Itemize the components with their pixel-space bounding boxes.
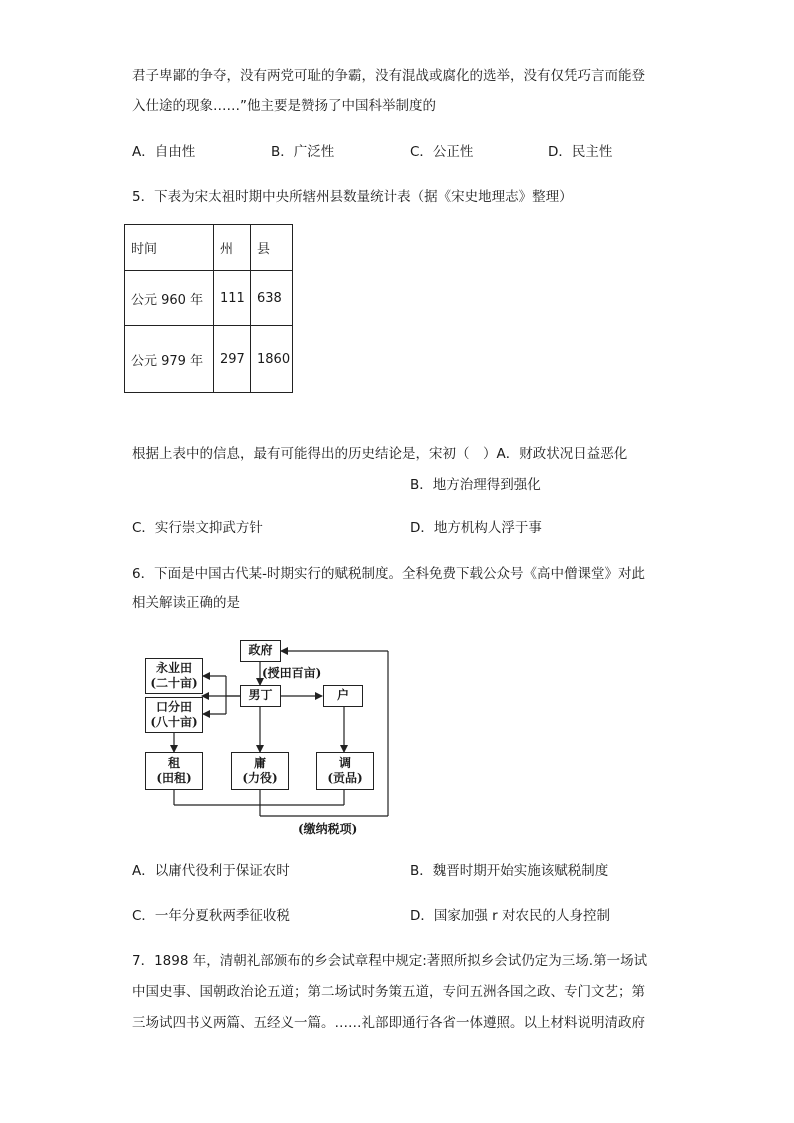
zu-box	[145, 752, 203, 790]
yong-label: 庸	[253, 756, 266, 770]
q5-option-c: C．实行崇文抑武方针	[132, 520, 263, 536]
table-cell: 公元 979 年	[125, 326, 214, 393]
table-cell: 297	[214, 326, 251, 393]
q5-table	[124, 224, 293, 393]
yongyetian-label: 永业田	[155, 661, 192, 675]
q4-option-a: A．自由性	[132, 144, 196, 160]
q4-option-d: D．民主性	[548, 144, 613, 160]
zu-sub: (田租)	[156, 771, 192, 785]
q4-option-c: C．公正性	[410, 144, 474, 160]
table-cell: 公元 960 年	[125, 271, 214, 326]
nanding-label: 男丁	[248, 688, 273, 702]
table-row	[125, 271, 293, 326]
diao-sub: (贡品)	[327, 771, 363, 785]
q5-option-d: D．地方机构人浮于事	[410, 520, 542, 536]
pay-tax-label: (缴纳税项)	[298, 822, 358, 836]
table-cell: 111	[214, 271, 251, 326]
yongyetian-sub: (二十亩)	[150, 676, 198, 690]
q4-option-b: B．广泛性	[271, 144, 335, 160]
yong-box	[231, 752, 289, 790]
diao-box	[316, 752, 374, 790]
koufentian-box	[145, 697, 203, 733]
table-header-cell: 州	[214, 225, 251, 271]
table-header-cell: 时间	[125, 225, 214, 271]
q5-question: 根据上表中的信息，最有可能得出的历史结论是，宋初（ ）A．财政状况日益恶化	[132, 446, 628, 462]
table-row	[125, 326, 293, 393]
q6-stem-line-1: 6．下面是中国古代某-时期实行的赋税制度。全科免费下载公众号《高中僧课堂》对此	[132, 566, 645, 582]
q6-option-d: D．国家加强 r 对农民的人身控制	[410, 908, 611, 924]
grant-land-label: (授田百亩)	[262, 666, 322, 680]
table-header-cell: 县	[251, 225, 293, 271]
intro-line-2: 入仕途的现象……”他主要是赞扬了中国科举制度的	[132, 98, 436, 114]
diao-label: 调	[338, 756, 351, 770]
q6-option-b: B．魏晋时期开始实施该赋税制度	[410, 863, 609, 879]
government-label: 政府	[248, 643, 273, 657]
hu-box	[323, 685, 363, 707]
q7-line-1: 7．1898 年，清朝礼部颁布的乡会试章程中规定:著照所拟乡会试仍定为三场.第一场试	[132, 953, 648, 969]
koufentian-label: 口分田	[155, 700, 192, 714]
zu-label: 租	[167, 756, 180, 770]
q7-line-3: 三场试四书义两篇、五经义一篇。……礼部即通行各省一体遵照。以上材料说明清政府	[132, 1015, 645, 1031]
q5-option-b: B．地方治理得到强化	[410, 477, 541, 493]
hu-label: 户	[336, 688, 349, 702]
nanding-box	[240, 685, 281, 707]
koufentian-sub: (八十亩)	[150, 715, 198, 729]
q6-stem-line-2: 相关解读正确的是	[132, 595, 240, 611]
q6-option-a: A．以庸代役利于保证农时	[132, 863, 290, 879]
table-cell: 1860	[251, 326, 293, 393]
government-box	[240, 640, 281, 662]
table-header-row	[125, 225, 293, 271]
table-cell: 638	[251, 271, 293, 326]
q5-stem: 5．下表为宋太祖时期中央所辖州县数量统计表（据《宋史地理志》整理）	[132, 189, 573, 205]
intro-line-1: 君子卑鄙的争夺，没有两党可耻的争霸，没有混战或腐化的选举，没有仅凭巧言而能登	[132, 68, 645, 84]
yong-sub: (力役)	[242, 771, 278, 785]
q7-line-2: 中国史事、国朝政治论五道；第二场试时务策五道，专问五洲各国之政、专门文艺；第	[132, 984, 645, 1000]
q6-option-c: C．一年分夏秋两季征收税	[132, 908, 290, 924]
yongyetian-box	[145, 658, 203, 694]
